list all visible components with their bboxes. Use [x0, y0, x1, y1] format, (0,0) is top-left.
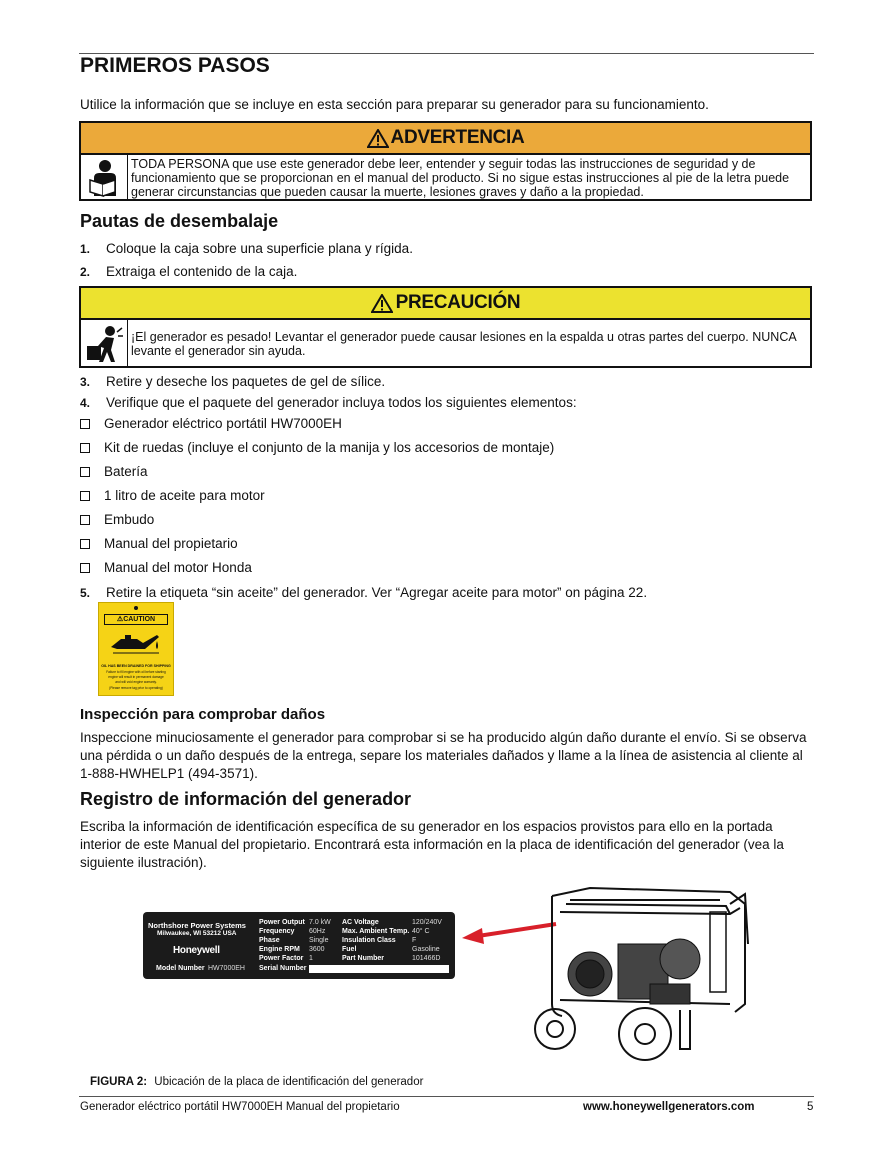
warning-title: ADVERTENCIA: [390, 127, 525, 148]
figure-caption-text: Ubicación de la placa de identificación del generador: [154, 1076, 424, 1088]
oil-tag-header: ⚠CAUTION: [104, 614, 168, 625]
caution-box: [79, 286, 812, 368]
checkbox-icon: [80, 419, 90, 429]
caution-title: PRECAUCIÓN: [395, 292, 521, 313]
page-title: PRIMEROS PASOS: [80, 54, 270, 77]
inspection-text: Inspeccione minuciosamente el generador para comprobar si se ha producido algún daño durante el envío. Si se observa una pérdida o un daño después de la entrega, separe los materiales dañados y llame a la línea de asistencia al cliente al 1-888-HWHELP1 (494-3571).: [80, 730, 807, 781]
checklist-item: Kit de ruedas (incluye el conjunto de la manija y los accesorios de montaje): [80, 440, 554, 455]
warning-triangle-icon: [367, 129, 389, 148]
warning-triangle-icon: [371, 294, 393, 313]
checkbox-icon: [80, 515, 90, 525]
registration-heading: Registro de información del generador: [80, 789, 412, 809]
figure-label: FIGURA 2:: [90, 1076, 148, 1088]
checklist-item: Generador eléctrico portátil HW7000EH: [80, 416, 342, 431]
unpacking-heading: Pautas de desembalaje: [80, 211, 279, 231]
checkbox-icon: [80, 491, 90, 501]
checkbox-icon: [80, 539, 90, 549]
generator-illustration: [530, 884, 760, 1074]
checklist-item: 1 litro de aceite para motor: [80, 488, 265, 503]
identification-plate: Northshore Power Systems Milwaukee, WI 53212 USA Honeywell Model Number HW7000EH Power Output Frequency Phase Engine RPM Power Factor Serial Number 7.0 kW 60Hz Single 3600 1 AC Voltage Max. Ambient Temp. Insulation Class Fuel Part Number 120/240V 40° C F Gasoline 101466D: [143, 912, 455, 979]
warning-text: TODA PERSONA que use este generador debe leer, entender y seguir todas las instrucciones de seguridad y de funcionamiento que se proporcionan en el manual del producto. Si no sigue estas instrucciones al pie de la letra puede generar circunstancias que pueden causar la muerte, lesiones graves y daño a la propiedad.: [131, 157, 790, 199]
checklist-item: Batería: [80, 464, 148, 479]
intro-text: Utilice la información que se incluye en esta sección para preparar su generador para su funcionamiento.: [80, 97, 709, 112]
list-item: 1. Coloque la caja sobre una superficie plana y rígida.: [80, 241, 413, 256]
list-item: 3. Retire y deseche los paquetes de gel de sílice.: [80, 374, 386, 389]
heavy-lift-icon: [81, 320, 128, 368]
footer-title: Generador eléctrico portátil HW7000EH Manual del propietario: [80, 1101, 400, 1113]
caution-text: ¡El generador es pesado! Levantar el generador puede causar lesiones en la espalda u otras partes del cuerpo. NUNCA levante el generador sin ayuda.: [131, 330, 796, 358]
footer-url[interactable]: www.honeywellgenerators.com: [583, 1101, 755, 1113]
oil-caution-tag: ⚠CAUTION OIL HAS BEEN DRAINED FOR SHIPPING Failure to fill engine with oil before starting engine will result in permanent damage and will void engine warranty. (Please remove tag prior to operating): [98, 602, 174, 696]
checkbox-icon: [80, 563, 90, 573]
list-item: 2. Extraiga el contenido de la caja.: [80, 264, 298, 279]
warning-box: [79, 121, 812, 201]
checkbox-icon: [80, 443, 90, 453]
footer-rule: [79, 1096, 814, 1097]
serial-number-field: [309, 965, 449, 973]
page-number: 5: [807, 1101, 814, 1113]
registration-text: Escriba la información de identificación específica de su generador en los espacios provistos para ello en la portada interior de este Manual del propietario. Encontrará esta información en la placa de identificación del generador (vea la siguiente ilustración).: [80, 819, 784, 870]
checklist-item: Manual del motor Honda: [80, 560, 252, 575]
inspection-heading: Inspección para comprobar daños: [80, 706, 326, 723]
warning-header: [81, 123, 810, 155]
caution-header: [81, 288, 810, 320]
read-manual-icon: [81, 155, 128, 201]
checklist-item: Embudo: [80, 512, 154, 527]
oil-can-icon: [107, 627, 165, 657]
list-item: 5. Retire la etiqueta “sin aceite” del generador. Ver “Agregar aceite para motor” on página 22.: [80, 585, 648, 600]
honeywell-logo: Honeywell: [173, 945, 220, 956]
list-item: 4. Verifique que el paquete del generador incluya todos los siguientes elementos:: [80, 395, 577, 410]
figure-caption: [90, 1076, 423, 1088]
checkbox-icon: [80, 467, 90, 477]
checklist-item: Manual del propietario: [80, 536, 238, 551]
